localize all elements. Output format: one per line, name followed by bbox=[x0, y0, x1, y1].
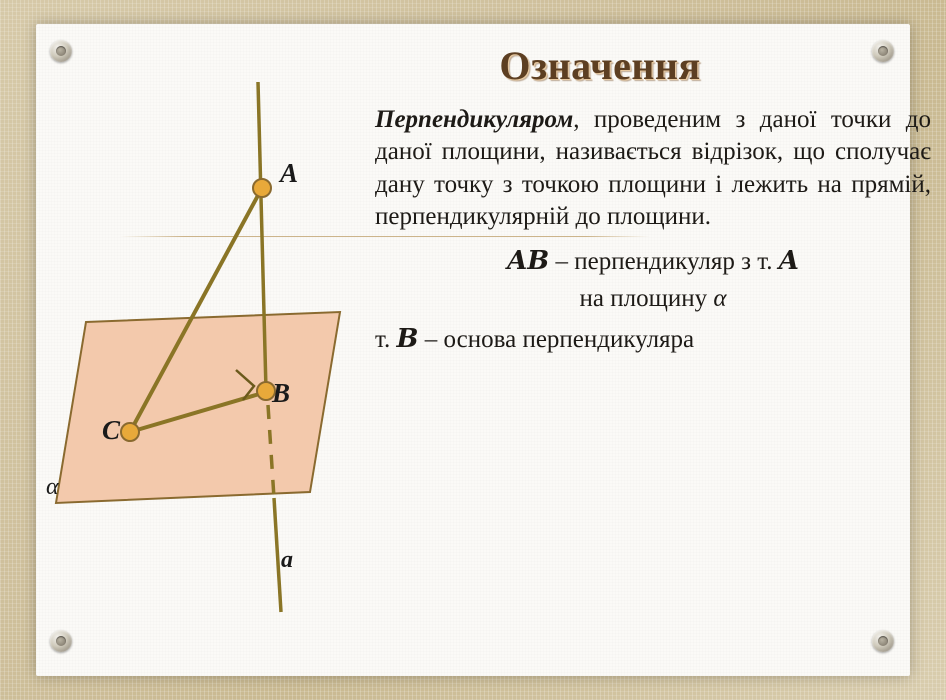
label-point-b: B bbox=[272, 378, 291, 408]
statement-ab-middle: – перпендикуляр з т. bbox=[549, 248, 779, 275]
plane-alpha-shape bbox=[56, 312, 340, 503]
geometry-svg bbox=[40, 60, 380, 640]
statement-base-point: B bbox=[396, 323, 419, 354]
definition-paragraph bbox=[375, 104, 931, 233]
definition-text-block bbox=[375, 104, 931, 356]
statement-base-rest: – основа перпендикуляра bbox=[418, 325, 695, 353]
label-point-a: A bbox=[280, 158, 299, 188]
page-title: Означення bbox=[499, 43, 701, 88]
statement-plane-symbol: α bbox=[713, 284, 727, 312]
screw-icon bbox=[872, 40, 894, 62]
statement-ab-segment: AB bbox=[507, 246, 550, 276]
statement-base bbox=[375, 323, 931, 357]
geometry-figure bbox=[40, 60, 380, 640]
statement-ab bbox=[375, 245, 931, 279]
screw-icon bbox=[872, 630, 894, 652]
lead-term: Перпендикуляром bbox=[375, 106, 574, 133]
point-A-dot bbox=[253, 179, 271, 197]
label-plane-alpha: α bbox=[46, 474, 59, 500]
label-line-a: a bbox=[281, 547, 293, 573]
screw-icon bbox=[50, 40, 72, 62]
paragraph-rest: , проведеним з даної точки до даної площини, називається відрізок, що сполучає дану точку з точкою площини і лежить на прямій, перпендикулярній до площини. bbox=[375, 106, 931, 230]
line-a-lower bbox=[274, 498, 281, 612]
label-point-c: C bbox=[102, 415, 121, 445]
statement-plane-text: на площину bbox=[579, 284, 714, 312]
statement-ab-point: A bbox=[778, 246, 799, 276]
point-C-dot bbox=[121, 423, 139, 441]
statement-plane bbox=[375, 283, 931, 315]
statement-base-prefix: т. bbox=[375, 325, 397, 353]
